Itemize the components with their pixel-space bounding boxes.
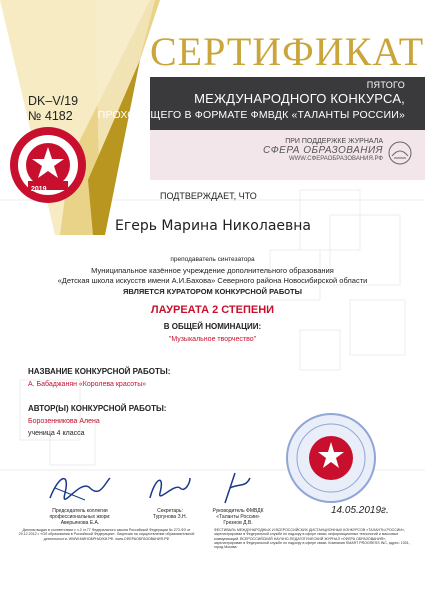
journal-line-1: ПРИ ПОДДЕРЖКЕ ЖУРНАЛА [285,138,383,145]
sig1-line3: Аверьянова Е.А. [60,520,100,526]
signature-1-caption [40,508,120,526]
badge-year: 2019 [31,186,47,193]
organization-line-2: «Детская школа искусств имени А.И.Бахова» Северного района Новосибирской области [57,276,368,285]
signature-2-icon [145,468,195,508]
footer-right-text: ФЕСТИВАЛЬ МЕЖДУНАРОДНЫХ И ВСЕРОССИЙСКИХ ДИСТАНЦИОННЫХ КОНКУРСОВ «ТАЛАНТЫ РОССИИ», зарегистрирован в Федеральной службе по надзору в сфере связи, информационных технологий и массовых коммуникаций. ВСЕРОССИЙСКИЙ НАУЧНО-ПЕДАГОГИЧЕСКИЙ ЖУРНАЛ «СФЕРА ОБРАЗОВАНИЯ», зарегистрирован в Федеральной службе по надзору в сфере связи. Компания SMART PROGRESS INC, адрес: 1001, город Москва. [214,528,410,550]
nomination-value: "Музыкальное творчество" [168,336,257,343]
author-name: Борозенникова Алена [28,418,100,425]
signature-3-icon [215,468,255,508]
sig2-line2: Тургунова З.Н. [152,514,188,520]
organization-line-1: Муниципальное казённое учреждение дополнительного образования [91,266,334,275]
journal-line-2: СФЕРА ОБРАЗОВАНИЯ [263,145,383,156]
certificate-number: № 4182 [28,109,73,123]
official-stamp-icon [285,412,377,504]
recipient-name: Егерь Марина Николаевна [115,218,311,234]
author-label: АВТОР(Ы) КОНКУРСНОЙ РАБОТЫ: [28,404,167,413]
header-line-2: МЕЖДУНАРОДНОГО КОНКУРСА, [194,91,405,106]
curator-text: ЯВЛЯЕТСЯ КУРАТОРОМ КОНКУРСНОЙ РАБОТЫ [123,287,302,296]
sig3-line3: Грезнов Д.В. [223,520,253,526]
journal-line-3: WWW.СФЕРАОБРАЗОВАНИЯ.РФ [288,156,383,162]
certificate-title: СЕРТИФИКАТ [150,29,425,74]
sig1-line2: профессиональных жюри: [49,514,111,520]
signature-1-icon [45,468,115,508]
issue-date: 14.05.2019г. [331,505,389,516]
sig1-line1: Председатель коллегии [52,508,108,514]
header-line-3: ПРОХОДЯЩЕГО В ФОРМАТЕ ФМВДК «ТАЛАНТЫ РОССИИ» [97,109,405,121]
certificate-series: DK–V/19 [28,94,79,108]
sig2-line1: Секретарь: [157,508,183,514]
award-badge-icon [8,125,88,205]
recipient-position: преподаватель синтезатора [170,256,255,263]
nomination-label: В ОБЩЕЙ НОМИНАЦИИ: [163,322,262,331]
sig3-line1: Руководитель ФМВДК [212,508,264,514]
work-label: НАЗВАНИЕ КОНКУРСНОЙ РАБОТЫ: [28,367,171,376]
author-grade: ученица 4 класса [28,430,85,437]
signature-3-caption [198,508,278,526]
journal-logo-icon [387,140,413,166]
sig3-line2: «Таланты России» [216,514,260,520]
laureate-degree: ЛАУРЕАТА 2 СТЕПЕНИ [150,304,275,316]
footer-left-text: Диплом выдан в соответствии с ч.2 ст.77 Федерального закона Российской Федерации № 273-ФЗ от 29.12.2012 г. «Об образовании в Российской Федерации». Лицензия на осуществление образовательной деятельности. WWW.МИНОБРНАУКИ.РФ. www.СФЕРАОБРАЗОВАНИЯ.РФ [18,528,195,541]
work-title: А. Бабаджанян «Королева красоты» [28,381,147,388]
header-line-1: ПЯТОГО [366,80,405,90]
confirms-text: ПОДТВЕРЖДАЕТ, ЧТО [160,191,257,201]
journal-block [263,138,383,162]
